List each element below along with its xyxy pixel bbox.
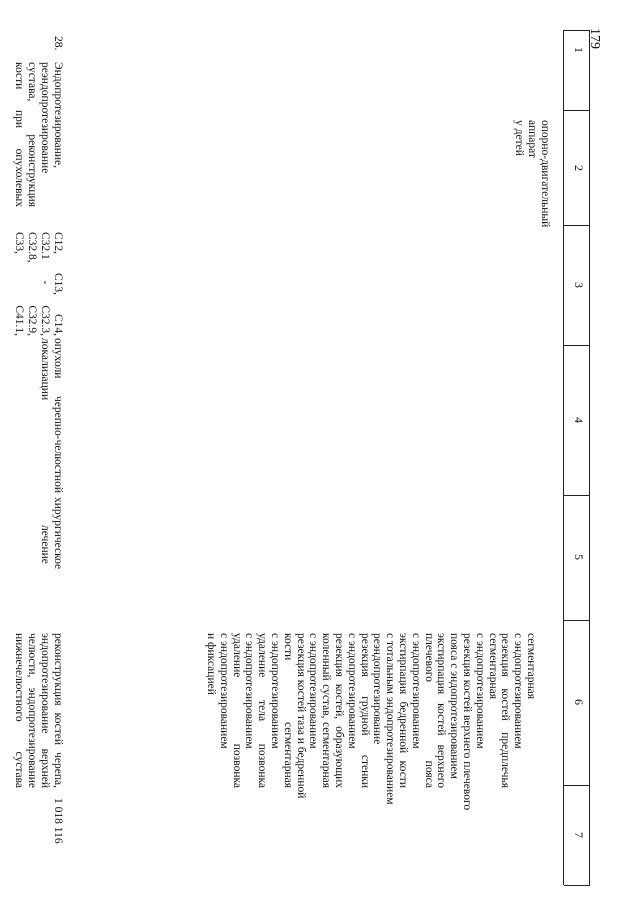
text-line: аппарат	[526, 120, 538, 158]
col-divider	[564, 110, 590, 111]
text-line: опухоли черепно-челюстной	[52, 338, 64, 493]
text-line: реэндопротезирование	[39, 62, 51, 174]
table-header-top-rule	[589, 30, 590, 885]
col-divider	[564, 785, 590, 786]
continuation-col6	[204, 633, 537, 811]
col-divider	[564, 495, 590, 496]
text-line: с эндопротезированием	[243, 633, 256, 749]
text-line: резекция костей, образующих	[333, 633, 346, 788]
row28-col4	[38, 338, 64, 493]
text-line: хирургическое	[52, 497, 64, 570]
text-line: и фиксацией	[205, 633, 218, 695]
page-number: 179	[587, 28, 602, 49]
text-line: локализации	[39, 338, 51, 401]
text-line: челюсти, эндопротезирование	[26, 633, 38, 788]
text-line: реконструкция костей черепа,	[52, 633, 64, 788]
text-line: сегментарная	[486, 633, 499, 700]
text-line: эндопротезирование верхней	[39, 633, 51, 788]
text-line: резекция костей таза и бедренной	[294, 633, 307, 799]
column-number-1: 1	[572, 47, 586, 53]
text-line: опорно-двигательный	[539, 120, 551, 228]
row28-number: 28.	[52, 36, 64, 51]
row28-col3	[12, 232, 64, 336]
row28-col5	[38, 497, 64, 607]
text-line: реэндопротезирование	[371, 633, 384, 745]
continuation-col2	[512, 120, 551, 228]
text-line: плечевого пояса	[422, 633, 435, 788]
text-line: Эндопротезирование,	[52, 62, 64, 168]
col-divider	[564, 30, 590, 31]
column-number-7: 7	[572, 832, 586, 838]
text-line: сустава, реконструкция	[26, 62, 38, 207]
text-line: нижнечелюстного сустава	[13, 633, 25, 788]
text-line: коленный сустав, сегментарная	[320, 633, 333, 788]
text-line: у детей	[513, 120, 525, 156]
text-line: с эндопротезированием	[473, 633, 486, 749]
text-line: резекция грудной стенки	[358, 633, 371, 788]
col-divider	[564, 885, 590, 886]
text-line: лечение	[39, 525, 51, 564]
col-divider	[564, 620, 590, 621]
text-line: с тотальным эндопротезированием	[384, 633, 397, 805]
row28-col2	[12, 62, 64, 207]
text-line: с эндопротезированием	[512, 633, 525, 749]
table-header-bottom-rule	[563, 30, 564, 885]
text-line: C32.1 - C32.3,	[39, 232, 51, 336]
text-line: C33, C41.1,	[13, 232, 25, 336]
text-line: с эндопротезированием	[307, 633, 320, 749]
text-line: удаление позвонка	[230, 633, 243, 788]
text-line: с эндопротезированием	[345, 633, 358, 749]
column-number-3: 3	[572, 282, 586, 288]
text-line: кости сегментарная	[281, 633, 294, 788]
col-divider	[564, 225, 590, 226]
text-line: экстирпация костей верхнего	[435, 633, 448, 788]
text-line: с эндопротезированием	[217, 633, 230, 749]
column-number-2: 2	[572, 165, 586, 171]
text-line: резекция костей предплечья	[499, 633, 512, 788]
column-number-5: 5	[572, 554, 586, 560]
col-divider	[564, 345, 590, 346]
text-line: с эндопротезированием	[269, 633, 282, 749]
text-line: кости при опухолевых	[13, 62, 25, 207]
row28-col7: 1 018 116	[52, 798, 64, 844]
text-line: сегментарная	[525, 633, 537, 700]
text-line: с эндопротезированием	[409, 633, 422, 749]
text-line: C32.8, C32.9,	[26, 232, 38, 336]
column-number-4: 4	[572, 417, 586, 423]
text-line: удаление тела позвонка	[256, 633, 269, 788]
text-line: экстирпация бедренной кости	[397, 633, 410, 788]
text-line: пояса с эндопротезированием	[448, 633, 461, 779]
text-line: C12, C13, C14,	[52, 232, 64, 336]
text-line: резекция костей верхнего плечевого	[461, 633, 474, 811]
row28-col6	[12, 633, 64, 788]
column-number-6: 6	[572, 699, 586, 705]
